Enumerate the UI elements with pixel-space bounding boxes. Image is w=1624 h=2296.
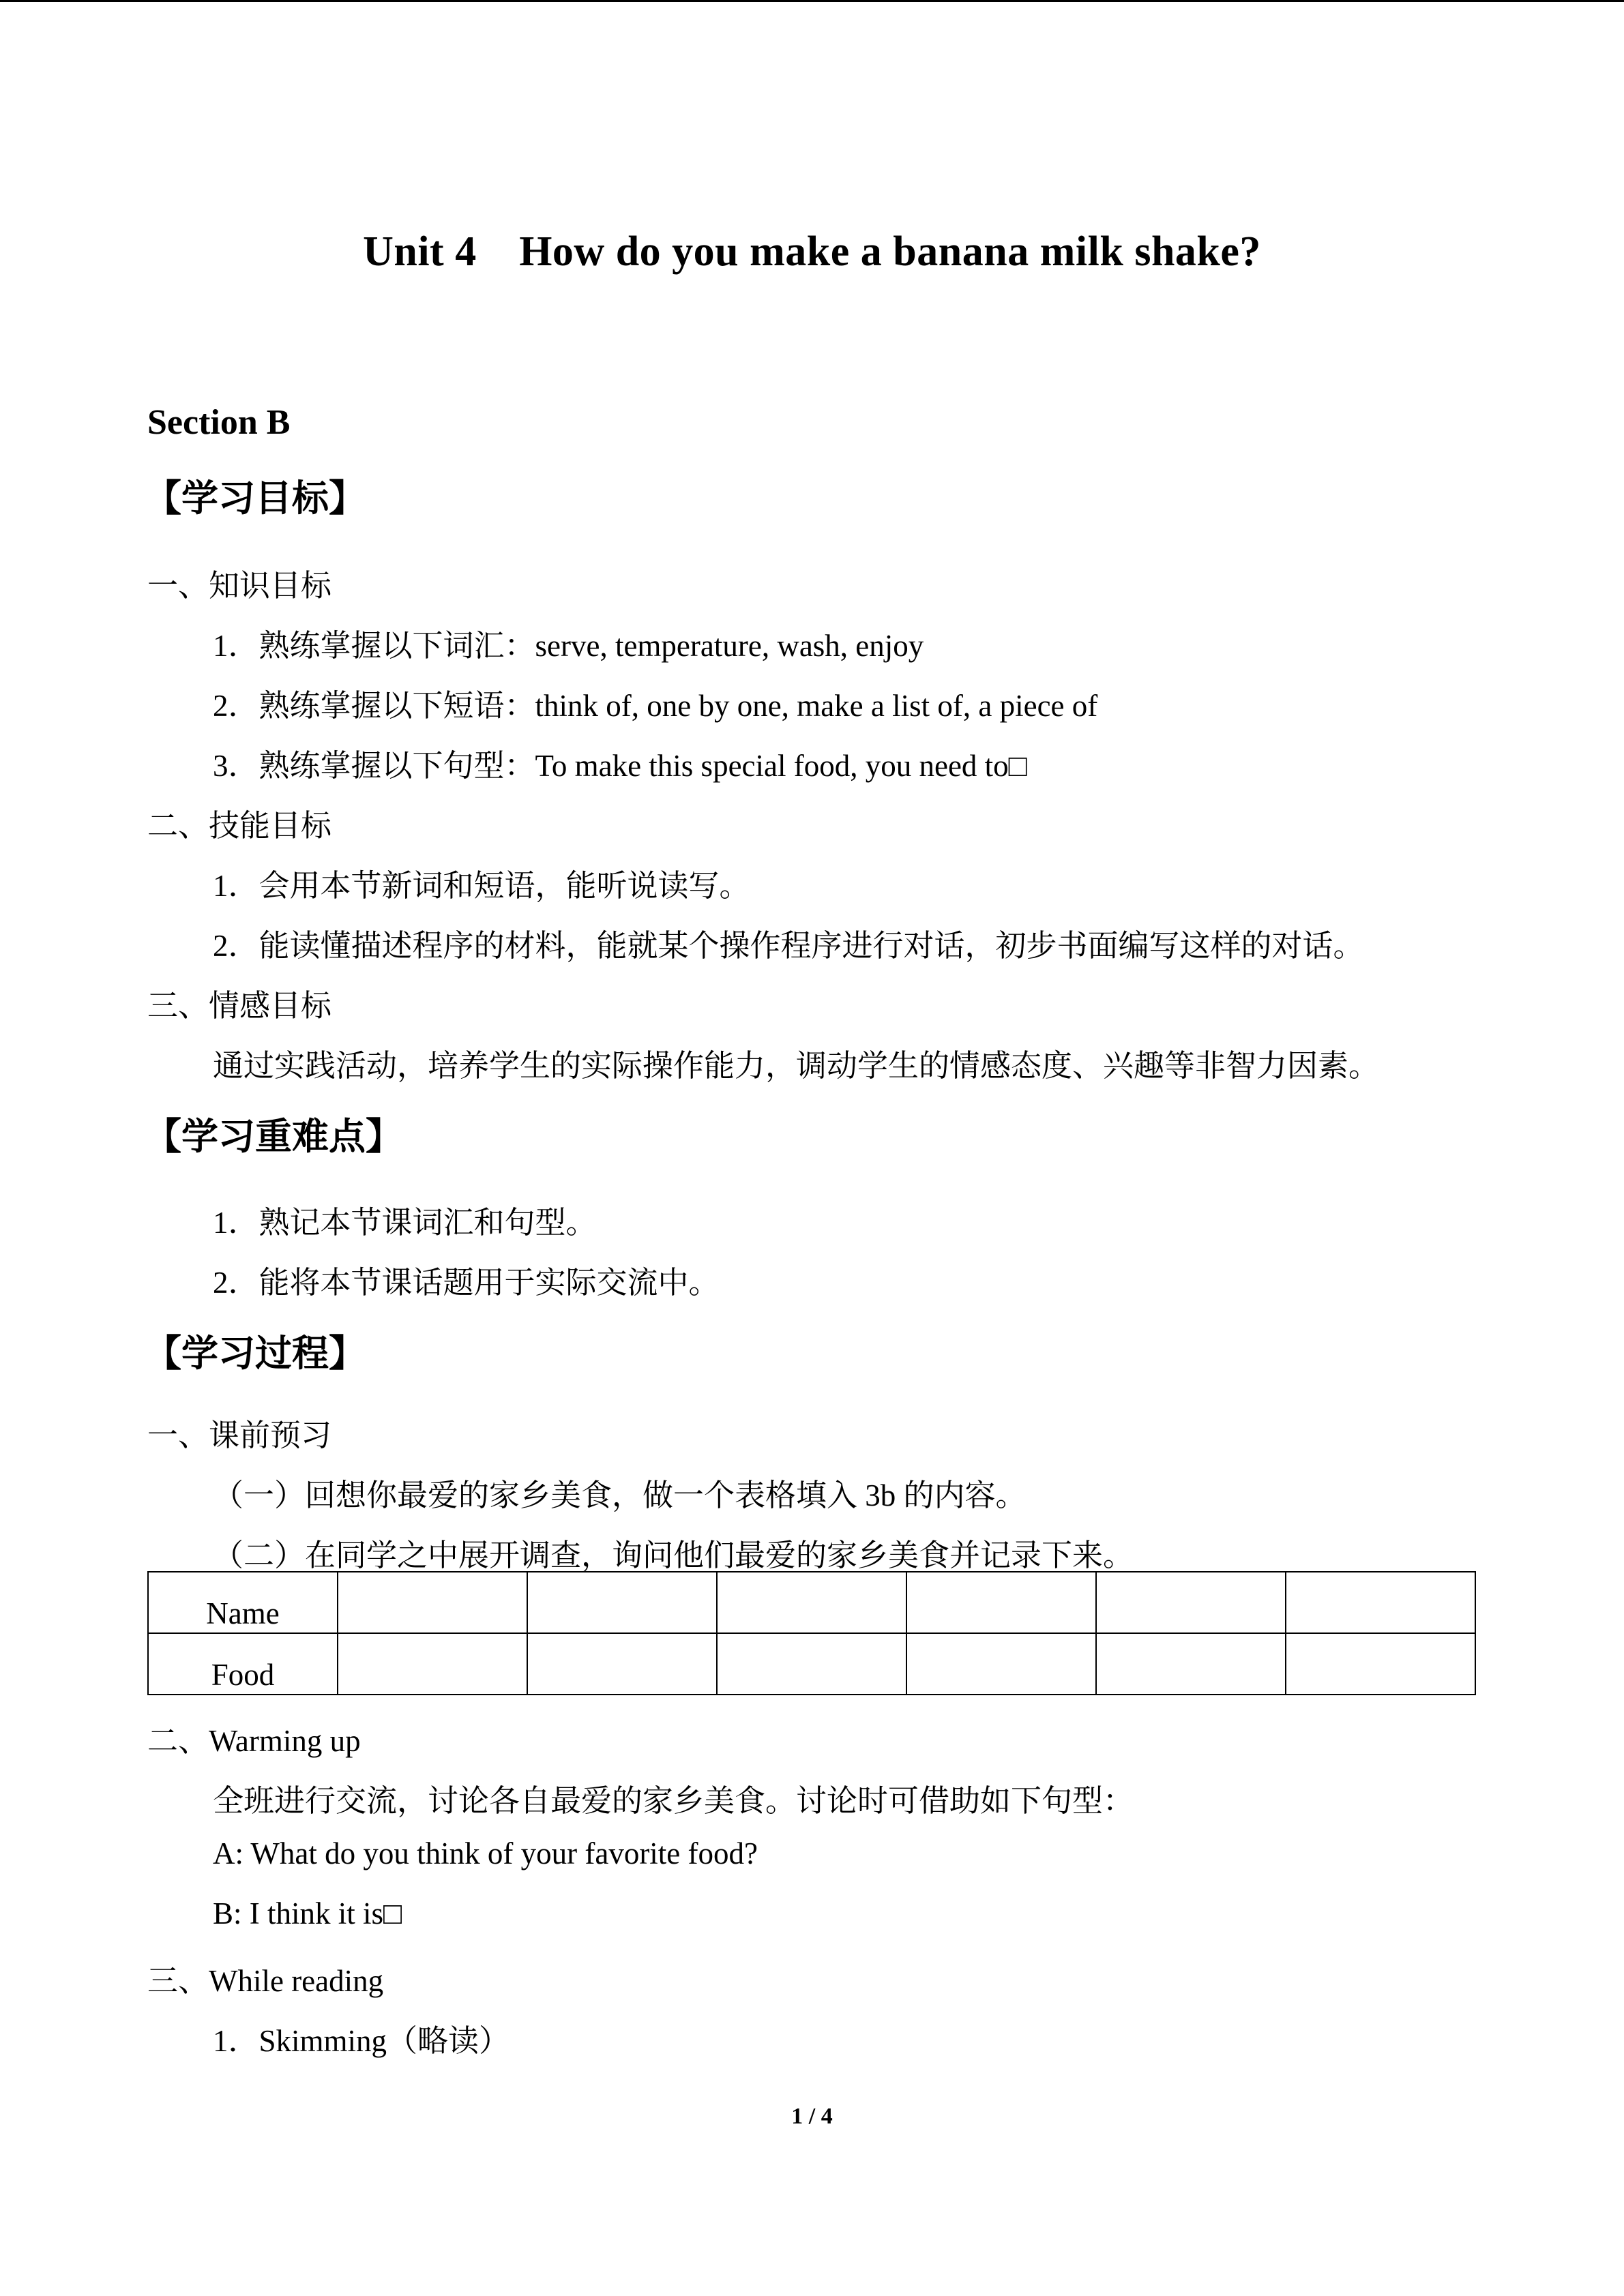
page-top-border xyxy=(0,0,1624,2)
table-cell xyxy=(527,1572,717,1633)
warming-up-heading: 二、Warming up xyxy=(147,1724,361,1758)
table-cell xyxy=(1096,1633,1286,1695)
preview-item: （一）回想你最爱的家乡美食，做一个表格填入 3b 的内容。 xyxy=(213,1478,1027,1512)
preview-heading: 一、课前预习 xyxy=(147,1418,332,1452)
table-cell xyxy=(717,1572,906,1633)
table-cell xyxy=(717,1633,906,1695)
survey-table xyxy=(147,1571,1476,1695)
table-cell xyxy=(1096,1572,1286,1633)
objectives-heading: 【学习目标】 xyxy=(145,478,366,519)
section-label: Section B xyxy=(147,403,291,442)
page-title: Unit 4 How do you make a banana milk shake? xyxy=(363,228,1261,275)
emotion-goal-text: 通过实践活动，培养学生的实际操作能力，调动学生的情感态度、兴趣等非智力因素。 xyxy=(213,1049,1380,1083)
while-reading-heading: 三、While reading xyxy=(147,1964,384,1998)
knowledge-goals-heading: 一、知识目标 xyxy=(147,569,332,603)
table-cell-label: Name xyxy=(148,1572,338,1633)
table-row xyxy=(148,1633,1475,1695)
process-heading: 【学习过程】 xyxy=(145,1333,366,1374)
table-cell-label: Food xyxy=(148,1633,338,1695)
knowledge-goal-item: 2．熟练掌握以下短语：think of, one by one, make a list of, a piece of xyxy=(213,689,1098,723)
emotion-goals-heading: 三、情感目标 xyxy=(147,989,332,1023)
dialogue-line-b: B: I think it is□ xyxy=(213,1896,402,1930)
table-row xyxy=(148,1572,1475,1633)
skill-goal-item: 2．能读懂描述程序的材料，能就某个操作程序进行对话，初步书面编写这样的对话。 xyxy=(213,929,1364,963)
preview-item: （二）在同学之中展开调查，询问他们最爱的家乡美食并记录下来。 xyxy=(213,1538,1134,1572)
key-point-item: 1．熟记本节课词汇和句型。 xyxy=(213,1206,597,1240)
key-point-item: 2．能将本节课话题用于实际交流中。 xyxy=(213,1266,720,1300)
table-cell xyxy=(906,1572,1096,1633)
table-cell xyxy=(1286,1572,1475,1633)
skill-goal-item: 1．会用本节新词和短语，能听说读写。 xyxy=(213,869,750,903)
table-cell xyxy=(338,1572,527,1633)
page-number: 1 / 4 xyxy=(791,2104,833,2129)
warming-up-intro: 全班进行交流，讨论各自最爱的家乡美食。讨论时可借助如下句型： xyxy=(213,1784,1134,1818)
knowledge-goal-item: 3．熟练掌握以下句型：To make this special food, you need to□ xyxy=(213,749,1027,783)
table-cell xyxy=(906,1633,1096,1695)
table-cell xyxy=(527,1633,717,1695)
dialogue-line-a: A: What do you think of your favorite food? xyxy=(213,1836,758,1870)
skimming-item: 1．Skimming（略读） xyxy=(213,2024,510,2058)
key-points-heading: 【学习重难点】 xyxy=(145,1116,402,1157)
table-cell xyxy=(1286,1633,1475,1695)
skill-goals-heading: 二、技能目标 xyxy=(147,809,332,843)
knowledge-goal-item: 1．熟练掌握以下词汇：serve, temperature, wash, enjoy xyxy=(213,629,924,663)
table-cell xyxy=(338,1633,527,1695)
